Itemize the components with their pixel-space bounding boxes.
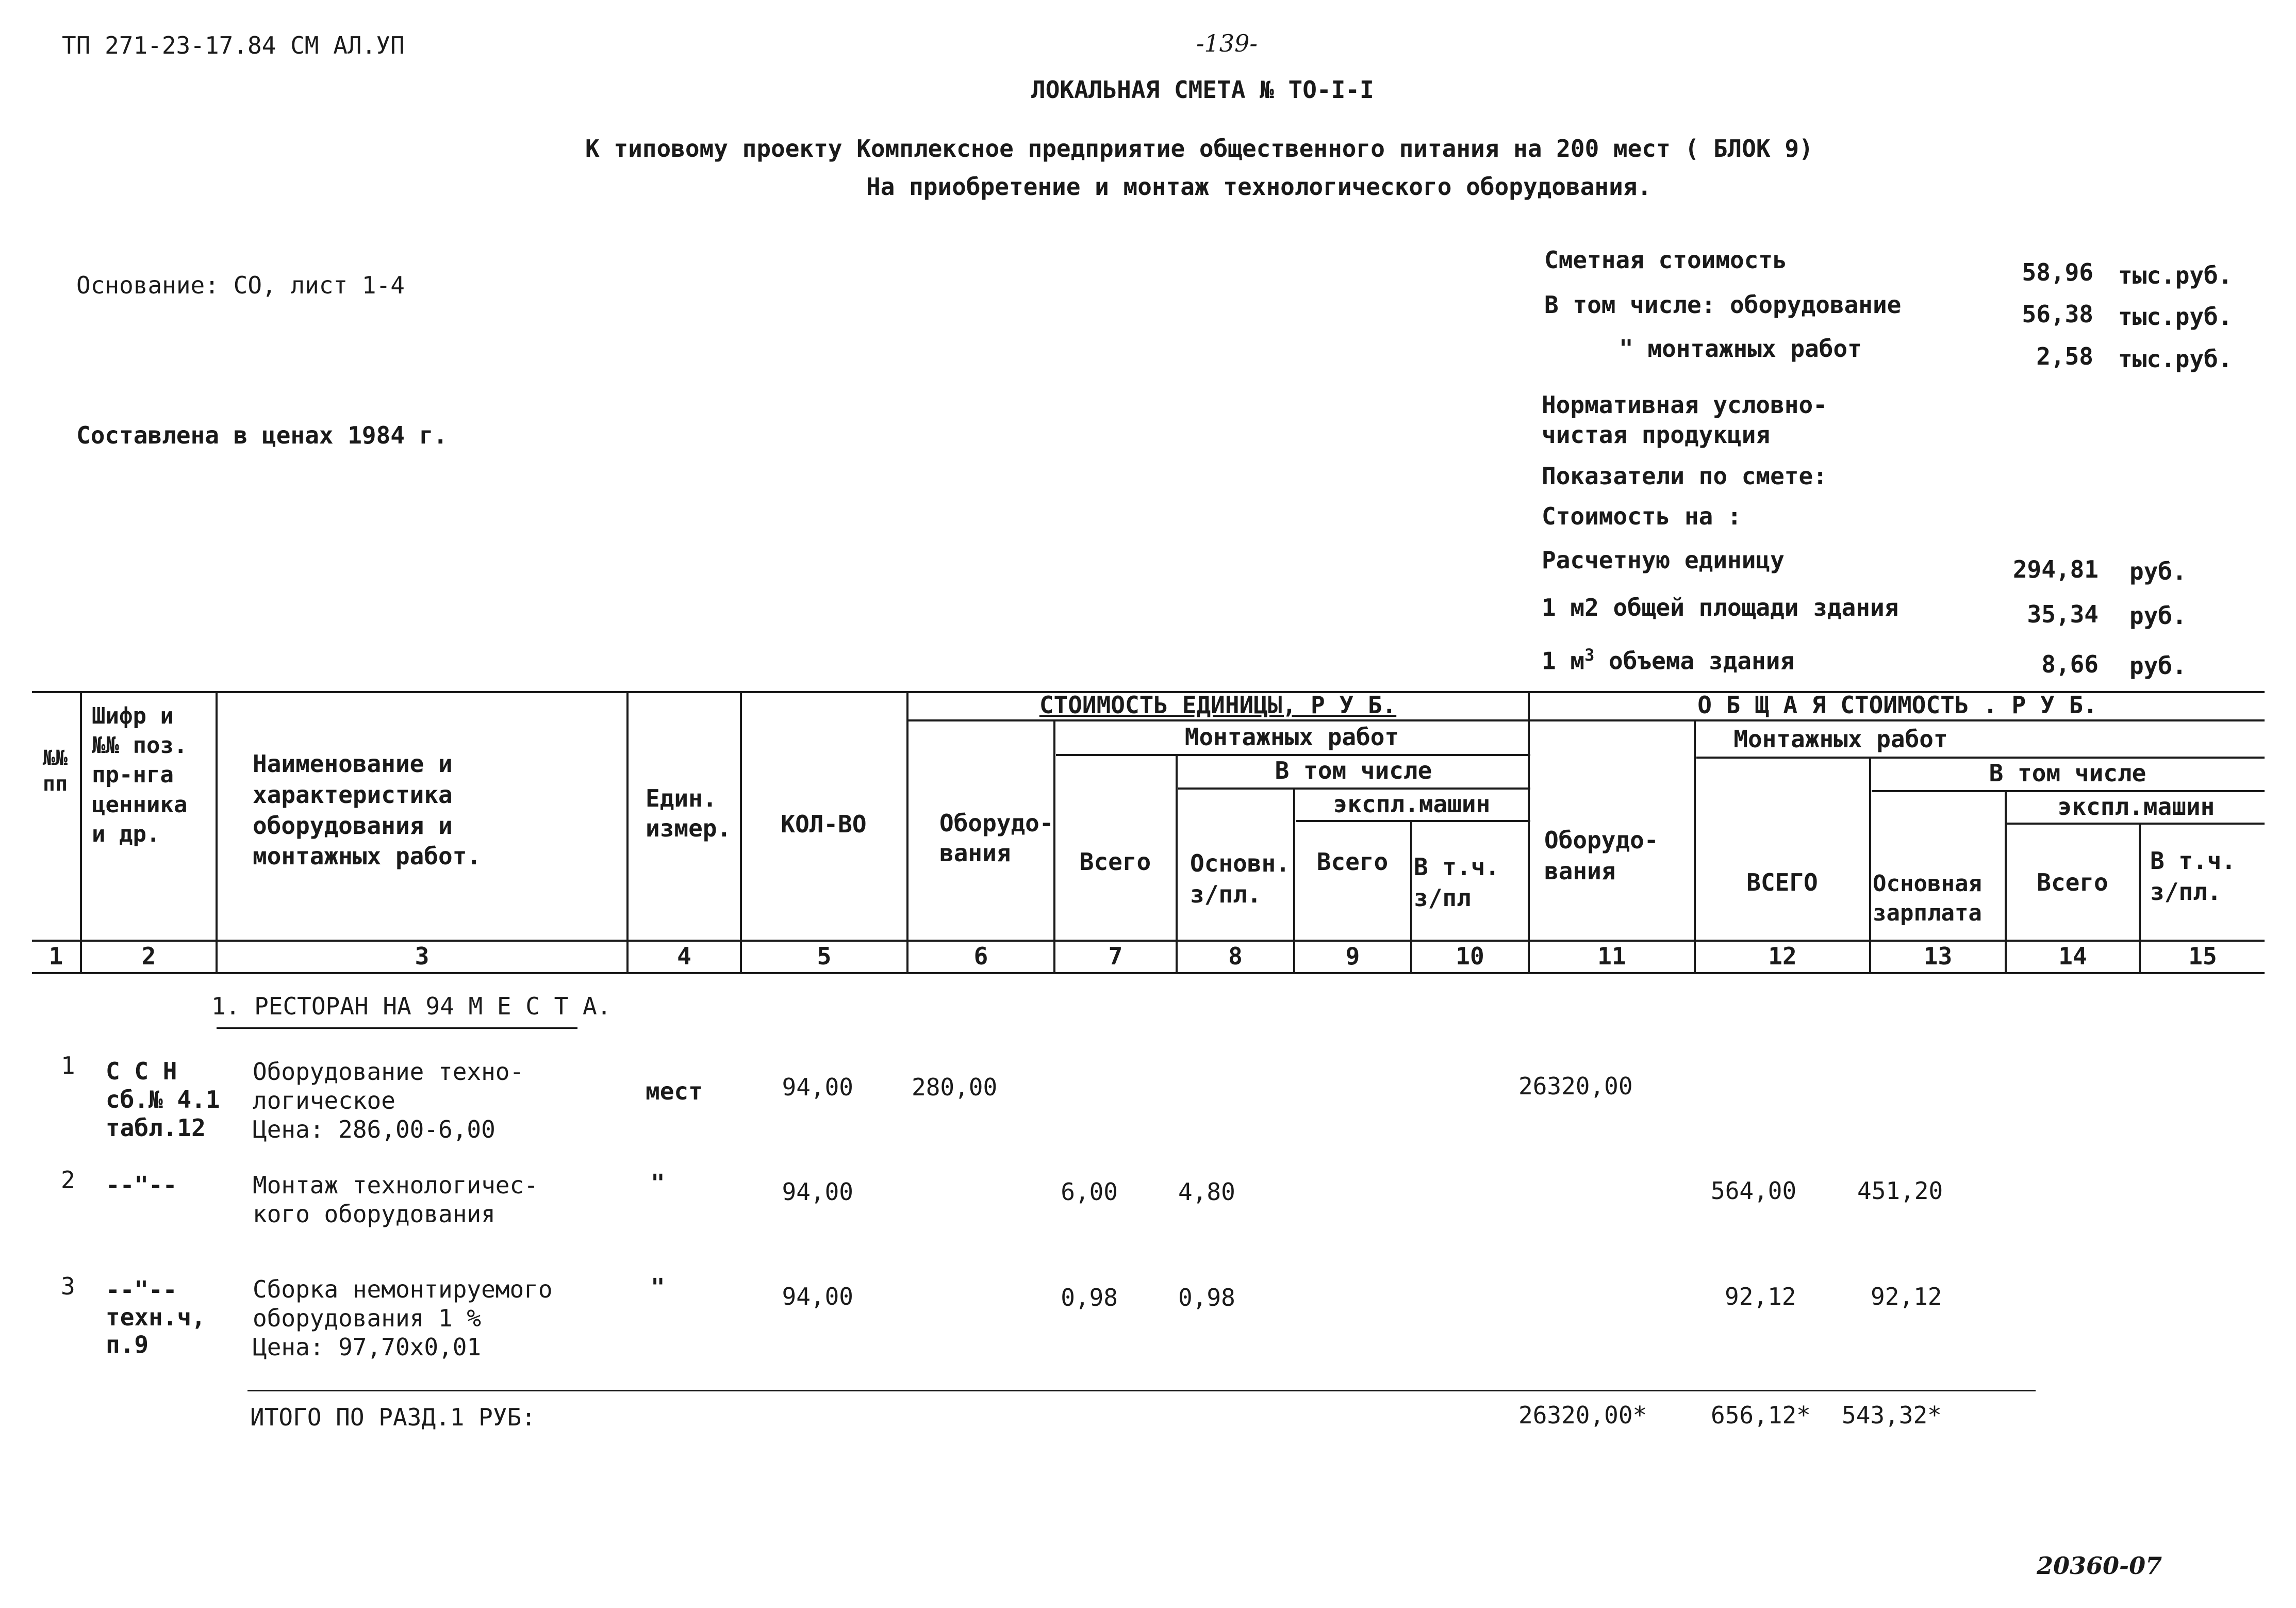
column-number: 5 [817, 942, 832, 970]
col-mount-total-header: Всего [1079, 848, 1151, 876]
row-base-salary-unit: 0,98 [1178, 1284, 1235, 1311]
total-separator-line [247, 1390, 2036, 1391]
row-equipment-unit-cost: 280,00 [912, 1073, 998, 1101]
grid-line [906, 691, 909, 972]
total-cost-group-header: О Б Щ А Я СТОИМОСТЬ . Р У Б. [1697, 691, 2097, 719]
including-group-header-2: В том числе [1989, 759, 2146, 787]
column-number: 9 [1345, 942, 1360, 970]
area-cost-label: 1 м2 общей площади здания [1542, 594, 1899, 621]
grid-line [1694, 719, 1696, 972]
row-base-wage-total: 92,12 [1871, 1283, 1942, 1310]
column-number: 3 [415, 942, 430, 970]
column-number: 12 [1768, 942, 1797, 970]
row-mount-total: 92,12 [1725, 1283, 1796, 1310]
col-machines-salary-all-header: В т.ч. з/пл. [2150, 847, 2236, 906]
mounting-cost-unit: тыс.руб. [2118, 345, 2233, 373]
col-equipment-unit-header: Оборудо- вания [939, 809, 1054, 867]
row-qty: 94,00 [782, 1283, 853, 1310]
row-name: Монтаж технологичес- кого оборудования [253, 1171, 538, 1228]
row-mount-unit-total: 6,00 [1061, 1178, 1118, 1206]
grid-line [1528, 691, 1530, 972]
page-number: -139- [1196, 29, 1258, 57]
row-equipment-total-cost: 26320,00 [1518, 1072, 1633, 1100]
col-number-header: №№ пп [42, 746, 68, 796]
column-number: 6 [973, 942, 988, 970]
handwritten-archive-number: 20360-07 [2037, 1552, 2162, 1580]
grid-line [1056, 754, 1530, 756]
area-cost-unit: руб. [2129, 602, 2187, 630]
estimate-cost-unit: тыс.руб. [2118, 261, 2233, 289]
col-unit-header: Един. измер. [646, 784, 732, 842]
including-group-header-1: В том числе [1275, 757, 1432, 784]
equipment-cost-label: В том числе: оборудование [1544, 291, 1902, 319]
col-equipment-total-header: Оборудо- вания [1544, 826, 1659, 885]
volume-cost-label [1542, 646, 1794, 675]
mounting-group-header-2: Монтажных работ [1733, 725, 1948, 753]
grid-line [32, 940, 2265, 942]
col-mount-total-all-header: ВСЕГО [1746, 868, 1818, 896]
grid-line [80, 691, 82, 972]
mounting-group-header-1: Монтажных работ [1184, 723, 1399, 751]
equipment-cost-value: 56,38 [2022, 300, 2093, 328]
row-code: --"-- техн.ч, п.9 [106, 1276, 206, 1358]
col-base-wage-header: Основная зарплата [1873, 871, 1982, 927]
row-mount-total: 564,00 [1711, 1177, 1797, 1205]
estimate-title: ЛОКАЛЬНАЯ СМЕТА № ТО-I-I [1031, 76, 1374, 104]
row-base-wage-total: 451,20 [1857, 1177, 1943, 1205]
row-unit: мест [646, 1077, 703, 1105]
col-name-header: Наименование и характеристика оборудования и монтажных работ. [253, 750, 482, 871]
area-cost-value: 35,34 [2027, 600, 2099, 628]
row-qty: 94,00 [782, 1073, 853, 1101]
grid-line [1296, 820, 1530, 822]
col-qty-header: КОЛ-ВО [781, 810, 867, 838]
grid-line [216, 691, 218, 972]
column-number: 2 [141, 942, 156, 970]
column-number: 7 [1108, 942, 1123, 970]
unit-cost-value: 294,81 [2012, 555, 2099, 583]
total-base-wage: 543,32* [1842, 1401, 1942, 1429]
column-number: 13 [1923, 942, 1953, 970]
total-label: ИТОГО ПО РАЗД.1 РУБ: [250, 1403, 536, 1431]
grid-line [909, 719, 2265, 721]
volume-cost-unit: руб. [2129, 652, 2187, 680]
volume-label-suffix: объема здания [1594, 647, 1795, 675]
estimate-cost-value: 58,96 [2022, 258, 2093, 286]
section-underline [217, 1027, 577, 1029]
row-name: Сборка немонтируемого оборудования 1 % Цена: 97,70х0,01 [253, 1275, 553, 1361]
grid-line [1178, 787, 1530, 790]
row-number: 2 [61, 1166, 75, 1194]
row-unit: " [651, 1169, 665, 1197]
col-machines-salary-header: В т.ч. з/пл [1414, 853, 1500, 912]
column-number: 8 [1228, 942, 1243, 970]
prices-year-text: Составлена в ценах 1984 г. [76, 421, 448, 449]
indicators-label: Показатели по смете: [1542, 462, 1827, 490]
row-number: 3 [61, 1272, 75, 1300]
row-number: 1 [61, 1052, 75, 1079]
total-equipment: 26320,00* [1518, 1401, 1647, 1429]
row-code: С С Н сб.№ 4.1 табл.12 [106, 1057, 220, 1142]
row-unit: " [651, 1273, 665, 1301]
unit-cost-unit: руб. [2129, 557, 2187, 585]
grid-line [1053, 719, 1055, 972]
machines-group-header-2: экспл.машин [2057, 793, 2215, 821]
equipment-cost-unit: тыс.руб. [2118, 303, 2233, 331]
volume-label-superscript: 3 [1584, 645, 1595, 665]
estimate-cost-label: Сметная стоимость [1544, 246, 1787, 274]
machines-group-header-1: экспл.машин [1333, 790, 1491, 818]
col-code-header: Шифр и №№ поз. пр-нга ценника и др. [92, 703, 188, 847]
row-base-salary-unit: 4,80 [1178, 1178, 1235, 1206]
row-name: Оборудование техно- логическое Цена: 286,00-6,00 [253, 1058, 524, 1144]
volume-label-prefix: 1 м [1542, 647, 1585, 675]
project-subtitle: К типовому проекту Комплексное предприятие общественного питания на 200 мест ( БЛОК 9) [585, 135, 1813, 162]
col-base-salary-header: Основн. з/пл. [1190, 849, 1290, 908]
row-qty: 94,00 [782, 1178, 853, 1206]
unit-cost-label: Расчетную единицу [1542, 546, 1785, 574]
unit-cost-group-header: СТОИМОСТЬ ЕДИНИЦЫ, Р У Б. [1039, 691, 1397, 719]
col-machines-total-header: Всего [1316, 848, 1389, 876]
column-number: 10 [1456, 942, 1484, 970]
column-number: 15 [2188, 942, 2217, 970]
mounting-cost-label: " монтажных работ [1619, 335, 1862, 363]
basis-text: Основание: СО, лист 1-4 [76, 271, 405, 299]
section-title: 1. РЕСТОРАН НА 94 М Е С Т А. [211, 992, 612, 1020]
total-mounting: 656,12* [1711, 1401, 1811, 1429]
grid-line [1696, 757, 2265, 759]
col-machines-total-all-header: Всего [2037, 868, 2108, 896]
column-number: 14 [2058, 942, 2087, 970]
column-number: 1 [48, 942, 63, 970]
cost-per-label: Стоимость на : [1542, 502, 1742, 530]
column-number: 11 [1597, 942, 1626, 970]
works-subtitle: На приобретение и монтаж технологического оборудования. [866, 173, 1652, 201]
grid-line [740, 691, 742, 972]
document-code: ТП 271-23-17.84 СМ АЛ.УП [62, 31, 405, 59]
normative-product-label: Нормативная условно- чистая продукция [1542, 391, 1827, 449]
grid-line [1176, 754, 1178, 972]
row-code: --"-- [106, 1171, 177, 1199]
mounting-cost-value: 2,58 [2036, 342, 2093, 370]
grid-line [1872, 790, 2265, 792]
row-mount-unit-total: 0,98 [1061, 1284, 1118, 1311]
grid-line [1869, 757, 1871, 972]
grid-line [32, 972, 2265, 974]
column-number: 4 [677, 942, 691, 970]
volume-cost-value: 8,66 [2041, 650, 2099, 678]
grid-line [626, 691, 629, 972]
grid-line [2007, 823, 2265, 825]
